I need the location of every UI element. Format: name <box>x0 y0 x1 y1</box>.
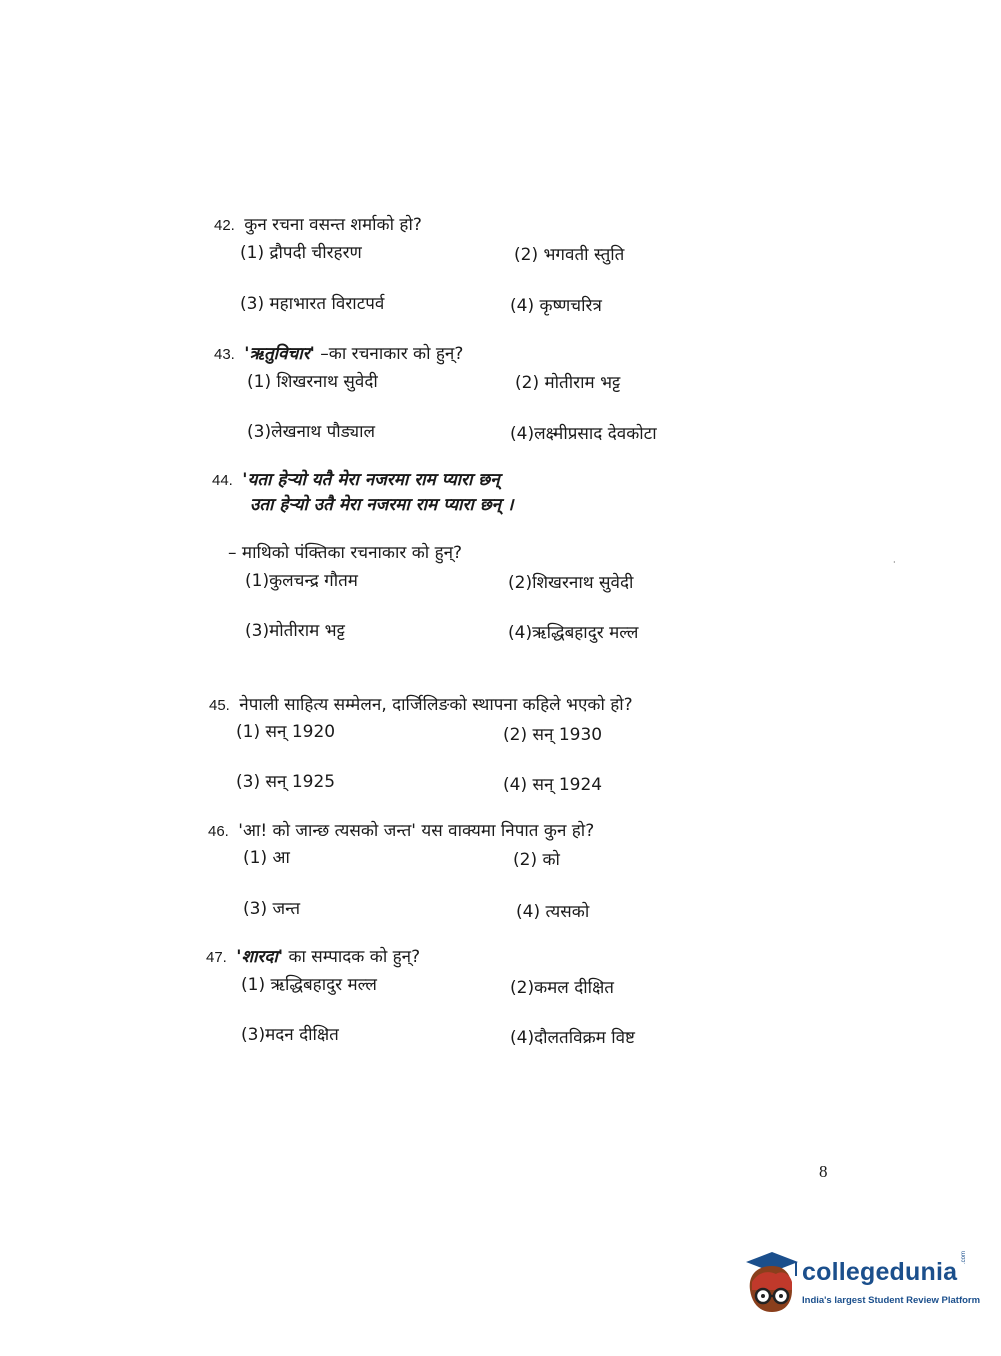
question-text: का सम्पादक को हुन्? <box>288 947 421 967</box>
question-44-poem-line-1 <box>212 467 500 490</box>
logo-domain: .com <box>961 1250 967 1264</box>
option-1: (1) आ <box>243 848 290 868</box>
option-4: (4)दौलतविक्रम विष्ट <box>510 1028 635 1048</box>
question-number: 46. <box>208 823 229 840</box>
option-4: (4)ऋद्धिबहादुर मल्ल <box>508 623 639 643</box>
mascot-icon <box>742 1250 800 1320</box>
question-title-emphasis: 'शारदा' <box>236 947 284 967</box>
collegedunia-logo <box>742 1250 981 1320</box>
question-text: – माथिको पंक्तिका रचनाकार को हुन्? <box>228 543 463 563</box>
option-2: (2) भगवती स्तुति <box>514 245 625 265</box>
option-3: (3)लेखनाथ पौड्याल <box>247 422 376 442</box>
question-text: कुन रचना वसन्त शर्माको हो? <box>244 215 422 235</box>
logo-tagline: India's largest Student Review Platform <box>802 1295 981 1306</box>
option-2: (2)कमल दीक्षित <box>510 978 614 998</box>
question-text: 'आ! को जान्छ त्यसको जन्त' यस वाक्यमा निपात कुन हो? <box>238 821 595 841</box>
option-3: (3)मदन दीक्षित <box>241 1025 339 1045</box>
logo-wordmark: collegedunia <box>802 1258 958 1286</box>
question-number: 44. <box>212 472 233 489</box>
poem-line: 'यता हेर्‍यो यतै मेरा नजरमा राम प्यारा छन् <box>242 470 500 490</box>
question-text: –का रचनाकार को हुन्? <box>320 344 464 364</box>
option-3: (3) सन् 1925 <box>236 772 336 792</box>
option-4: (4) त्यसको <box>516 902 590 922</box>
question-46-prompt <box>208 818 594 841</box>
option-1: (1)कुलचन्द्र गौतम <box>245 571 358 591</box>
question-number: 45. <box>209 697 230 714</box>
option-3: (3)मोतीराम भट्ट <box>245 621 345 641</box>
option-4: (4) सन् 1924 <box>503 775 603 795</box>
poem-line: उता हेर्‍यो उतै मेरा नजरमा राम प्यारा छन् । <box>250 495 514 515</box>
option-1: (1) ऋद्धिबहादुर मल्ल <box>241 975 377 995</box>
question-title-emphasis: 'ऋतुविचार' <box>244 344 315 364</box>
option-1: (1) द्रौपदी चीरहरण <box>240 243 362 263</box>
option-4: (4) कृष्णचरित्र <box>510 296 602 316</box>
option-1: (1) सन् 1920 <box>236 722 336 742</box>
question-text: नेपाली साहित्य सम्मेलन, दार्जिलिङको स्थापना कहिले भएको हो? <box>239 695 633 715</box>
question-45-prompt <box>209 692 633 715</box>
option-3: (3) महाभारत विराटपर्व <box>240 294 385 314</box>
question-43-prompt <box>214 341 463 364</box>
page-number: 8 <box>819 1162 828 1181</box>
option-3: (3) जन्त <box>243 899 301 919</box>
question-42-prompt <box>214 212 422 235</box>
option-2: (2) मोतीराम भट्ट <box>515 373 621 393</box>
question-number: 47. <box>206 949 227 966</box>
option-2: (2) को <box>513 850 560 870</box>
question-number: 42. <box>214 217 235 234</box>
option-4: (4)लक्ष्मीप्रसाद देवकोटा <box>510 424 657 444</box>
option-2: (2)शिखरनाथ सुवेदी <box>508 573 634 593</box>
question-47-prompt <box>206 944 420 967</box>
option-1: (1) शिखरनाथ सुवेदी <box>247 372 378 392</box>
option-2: (2) सन् 1930 <box>503 725 603 745</box>
question-number: 43. <box>214 346 235 363</box>
stray-mark: · <box>893 558 896 567</box>
